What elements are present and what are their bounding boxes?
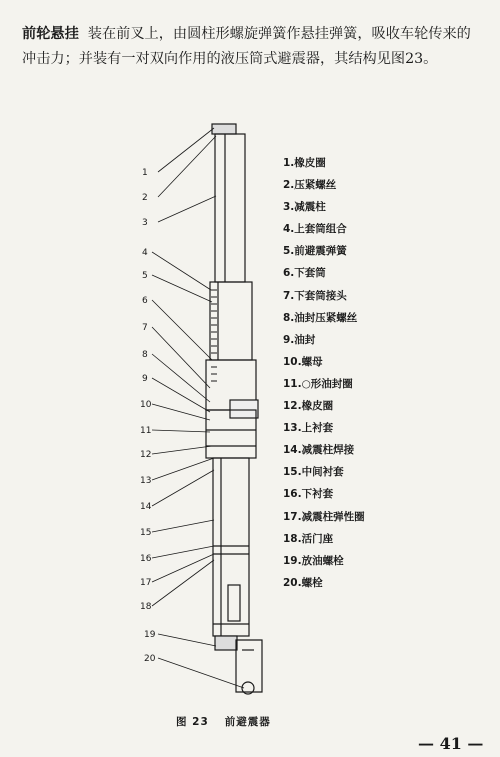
- callout-13: 13: [140, 476, 152, 486]
- legend-item: 14.减震柱焊接: [283, 444, 355, 457]
- callout-5: 5: [142, 271, 148, 281]
- caption-number: 图 23: [176, 716, 209, 728]
- parts-legend: [283, 152, 365, 594]
- callout-12: 12: [140, 450, 152, 460]
- callout-1: 1: [142, 168, 148, 178]
- legend-item: 7.下套筒接头: [283, 289, 347, 302]
- callout-16: 16: [140, 554, 152, 564]
- legend-item: 20.螺栓: [283, 576, 323, 589]
- upper-tube: [215, 134, 245, 282]
- lower-tube: [213, 458, 249, 636]
- callout-4: 4: [142, 248, 148, 258]
- legend-item: 6.下套筒: [283, 267, 326, 280]
- legend-item: 4.上套筒组合: [283, 223, 347, 236]
- spring-coils: [211, 290, 217, 381]
- legend-item: 11.○形油封圈: [283, 377, 353, 390]
- figure-caption: [176, 714, 271, 729]
- callout-numbers: [140, 168, 156, 664]
- body-text: 装在前叉上，由圆柱形螺旋弹簧作悬挂弹簧，吸收车轮传来的冲击力；并装有一对双向作用的液压筒式避震器，其结构见图23。: [22, 26, 471, 67]
- callout-20: 20: [144, 654, 156, 664]
- callout-10: 10: [140, 400, 152, 410]
- callout-11: 11: [140, 426, 152, 436]
- upper-sleeve: [210, 282, 252, 360]
- callout-2: 2: [142, 193, 148, 203]
- legend-item: 15.中间衬套: [283, 466, 344, 479]
- legend-item: 12.橡皮圈: [283, 400, 334, 413]
- callout-3: 3: [142, 218, 148, 228]
- callout-8: 8: [142, 350, 148, 360]
- caption-title: 前避震器: [224, 716, 271, 728]
- legend-item: 16.下衬套: [283, 488, 334, 501]
- legend-item: 13.上衬套: [283, 422, 334, 435]
- callout-19: 19: [144, 630, 156, 640]
- legend-item: 8.油封压紧螺丝: [283, 311, 358, 324]
- callout-14: 14: [140, 502, 152, 512]
- legend-item: 10.螺母: [283, 355, 323, 368]
- legend-item: 9.油封: [283, 333, 316, 346]
- legend-item: 17.减震柱弹性圈: [283, 510, 365, 523]
- callout-7: 7: [142, 323, 148, 333]
- page-number: — 41 —: [418, 734, 484, 753]
- legend-item: 3.减震柱: [283, 201, 326, 214]
- legend-item: 19.放油螺栓: [283, 554, 344, 567]
- section-heading: 前轮悬挂: [22, 26, 79, 42]
- callout-17: 17: [140, 578, 152, 588]
- legend-item: 18.活门座: [283, 532, 334, 545]
- legend-item: 5.前避震弹簧: [283, 245, 347, 258]
- callout-9: 9: [142, 374, 148, 384]
- legend-item: 2.压紧螺丝: [283, 179, 337, 192]
- callout-6: 6: [142, 296, 148, 306]
- axle-clamp: [236, 640, 262, 692]
- top-cap: [212, 124, 236, 134]
- callout-15: 15: [140, 528, 152, 538]
- legend-item: 1.橡皮圈: [283, 157, 326, 169]
- callout-18: 18: [140, 602, 152, 612]
